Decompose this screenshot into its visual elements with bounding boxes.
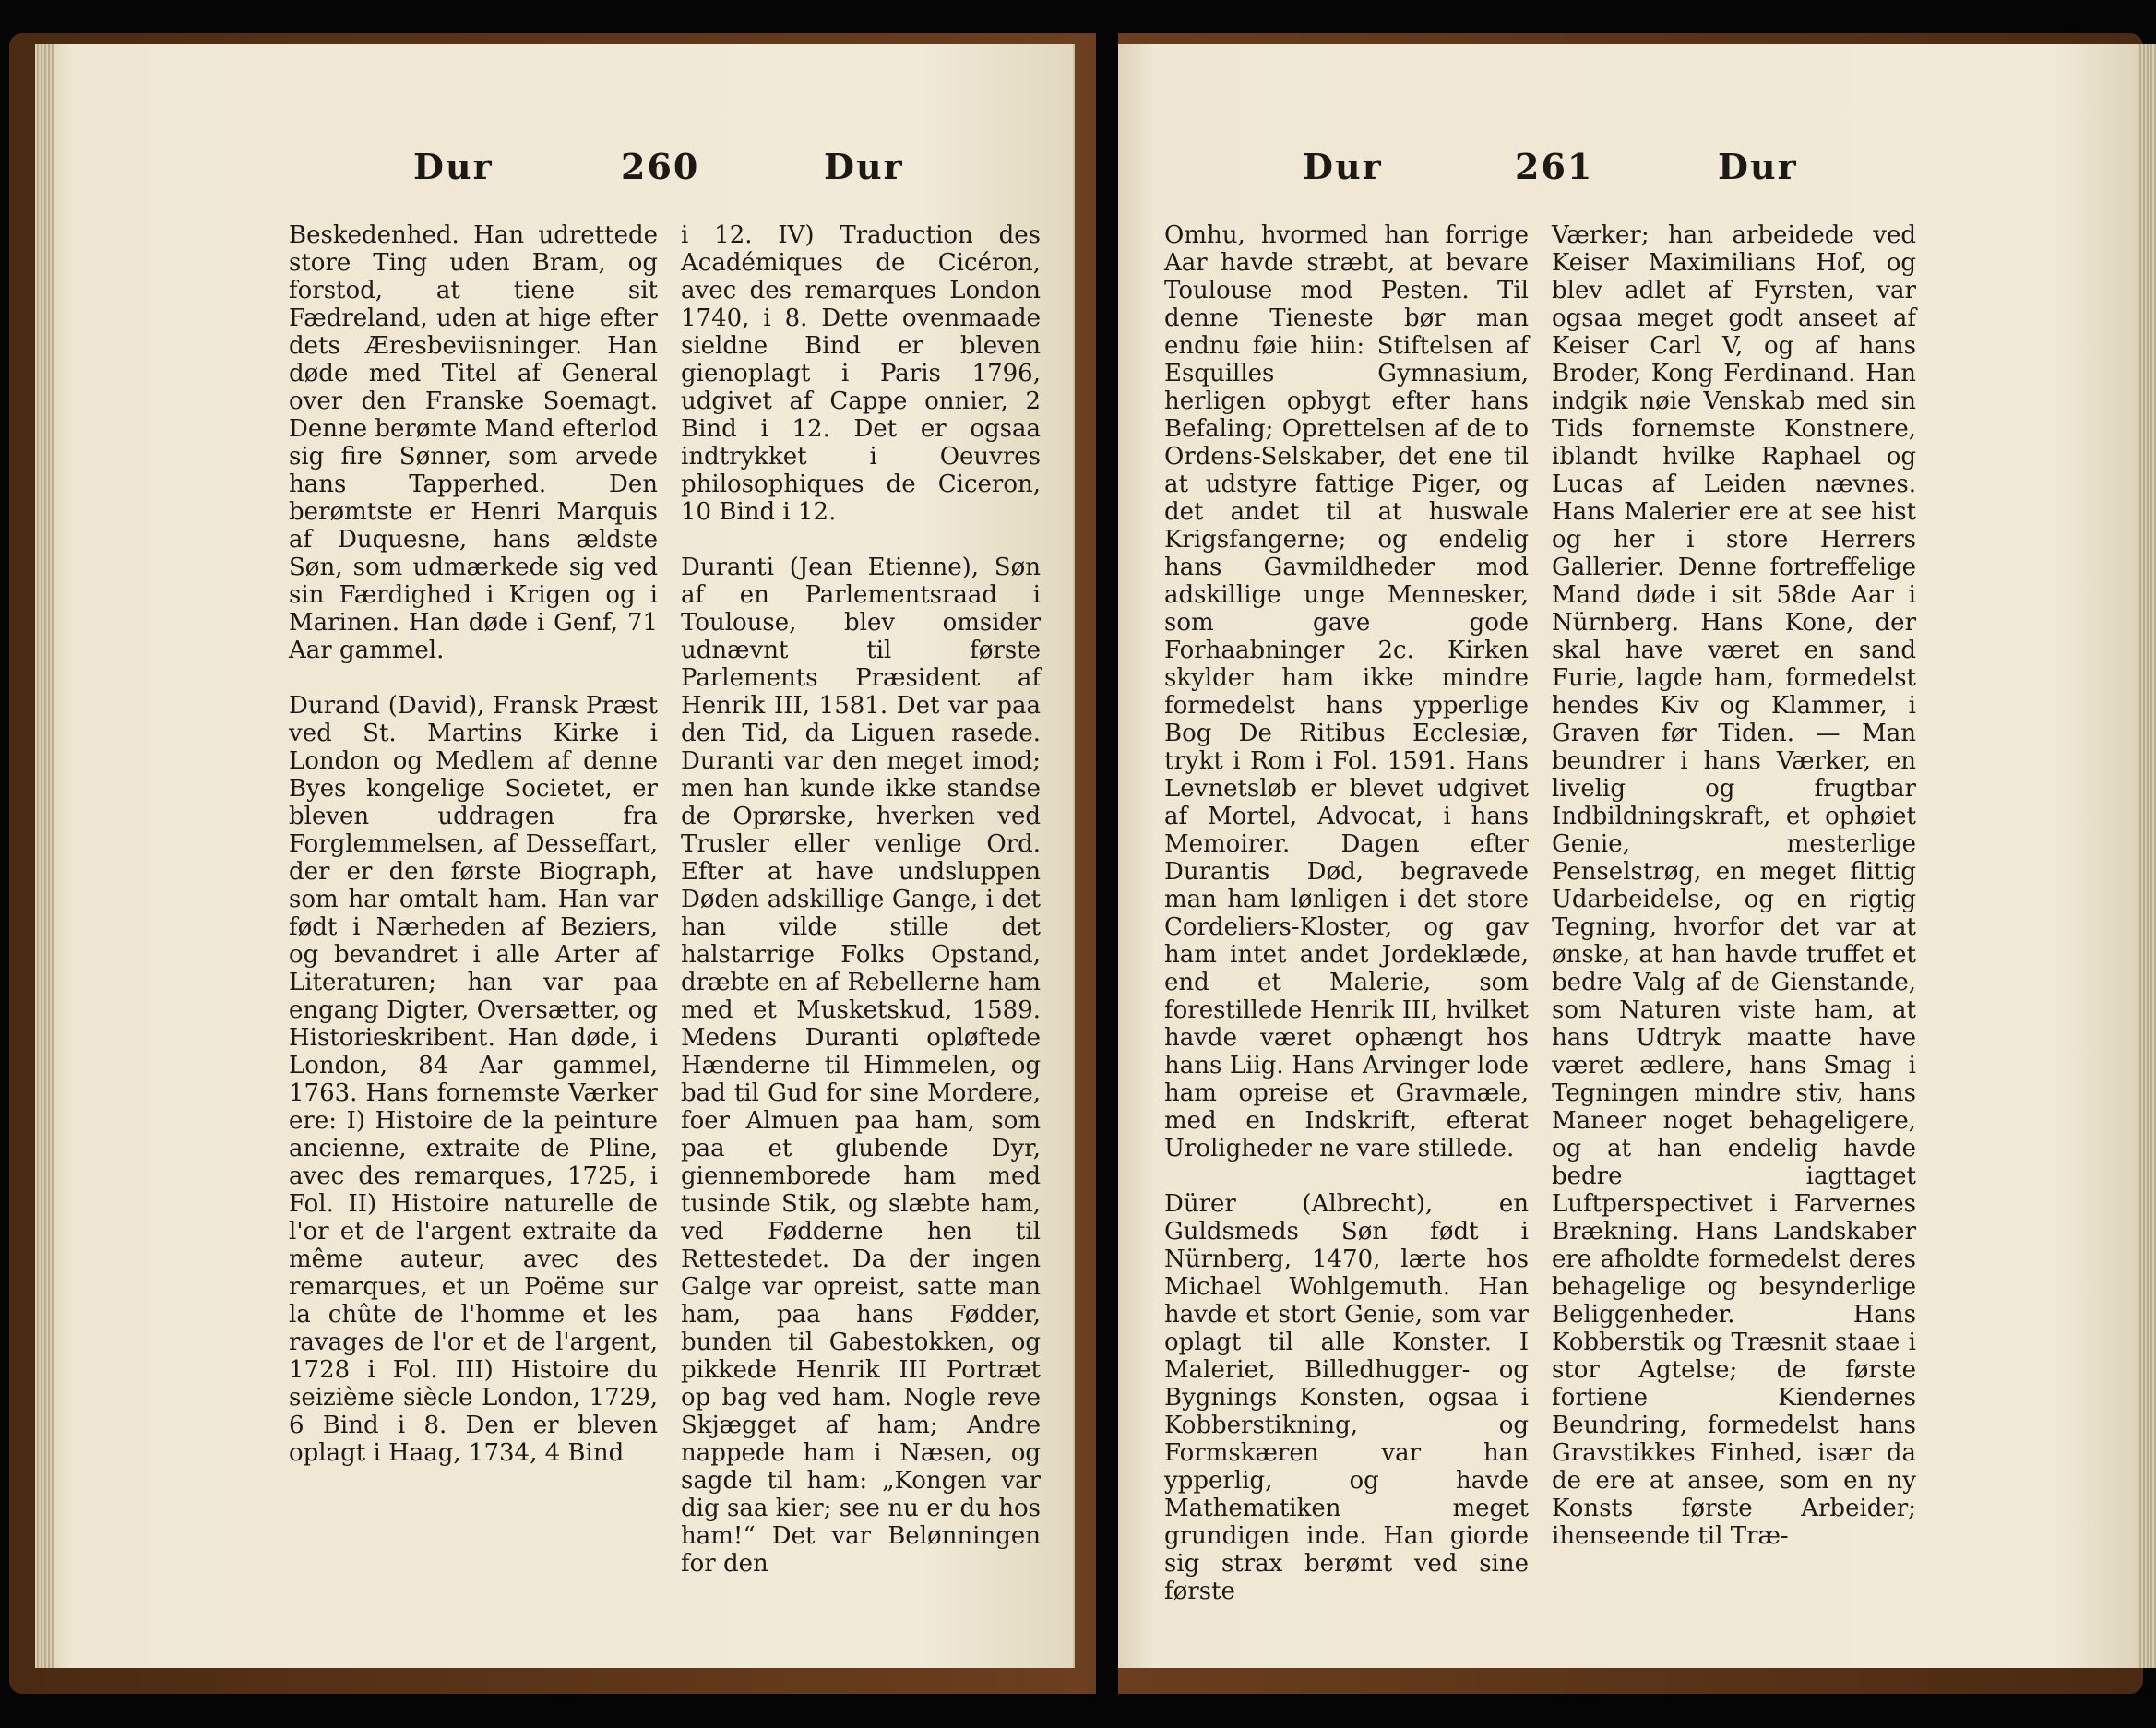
header-left-word: Dur [1303, 146, 1383, 187]
right-column-1: Omhu, hvormed han forrige Aar havde stræbt, at bevare Toulouse mod Pesten. Til denne Tieneste bør man endnu føie hiin: Stiftelsen af Esquilles Gymnasium, herligen opbygt efter hans Befaling; Oprettelsen af de to Ordens-Selskaber, det ene til at udstyre fattige Piger, og det andet til at huswale Krigsfangerne; og endelig hans Gavmildheder mod adskillige unge Mennesker, som gave gode Forhaabninger 2c. Kirken skylder ham ikke mindre formedelst hans ypperlige Bog De Ritibus Ecclesiæ, trykt i Rom i Fol. 1591. Hans Levnetsløb er blevet udgivet af Mortel, Advocat, i hans Memoirer. Dagen efter Durantis Død, begravede man ham lønligen i det store Cordeliers-Kloster, og gav ham intet andet Jordeklæde, end et Malerie, som forestillede Henrik III, hvilket havde været ophængt hos hans Liig. Hans Arvinger lode ham opreise et Gravmæle, med en Indskrift, efterat Uroligheder ne vare stillede. Dürer (Albrecht), en Guldsmeds Søn født i Nürnberg, 1470, lærte hos Michael Wohlgemuth. Han havde et stort Genie, som var oplagt til alle Konster. I Maleriet, Billedhugger- og Bygnings Konsten, ogsaa i Kobberstikning, og Formskæren var han ypperlig, og havde Mathematiken meget grundigen inde. Han giorde sig strax berømt ved sine første [1164, 221, 1529, 1605]
header-left-word: Dur [413, 146, 494, 187]
left-column-2: i 12. IV) Traduction des Académiques de Cicéron, avec des remarques London 1740, i 8. Dette ovenmaade sieldne Bind er bleven gienoplagt i Paris 1796, udgivet af Cappe onnier, 2 Bind i 12. Det er ogsaa indtrykket i Oeuvres philosophiques de Ciceron, 10 Bind i 12. Duranti (Jean Etienne), Søn af en Parlementsraad i Toulouse, blev omsider udnævnt til første Parlements Præsident af Henrik III, 1581. Det var paa den Tid, da Liguen rasede. Duranti var den meget imod; men han kunde ikke standse de Oprørske, hverken ved Trusler eller venlige Ord. Efter at have undsluppen Døden adskillige Gange, i det han vilde stille det halstarrige Folks Opstand, dræbte en af Rebellerne ham med et Musketskud, 1589. Medens Duranti opløftede Hænderne til Himmelen, og bad til Gud for sine Mordere, foer Almuen paa ham, som paa et glubende Dyr, giennemborede ham med tusinde Stik, og slæbte ham, ved Fødderne hen til Rettestedet. Da der ingen Galge var opreist, satte man ham, paa hans Fødder, bunden til Gabestokken, og pikkede Henrik III Portræt op bag ved ham. Nogle reve Skjægget af ham; Andre nappede ham i Næsen, og sagde til ham: „Kongen var dig saa kier; see nu er du hos ham!“ Det var Belønningen for den [681, 221, 1041, 1578]
left-page [35, 44, 1075, 1668]
right-page-header [1118, 146, 2156, 201]
header-right-word: Dur [1718, 146, 1798, 187]
left-column-1: Beskedenhed. Han udrettede store Ting uden Bram, og forstod, at tiene sit Fædreland, uden at hige efter dets Æresbeviisninger. Han døde med Titel af General over den Franske Soemagt. Denne berømte Mand efterlod sig fire Sønner, som arvede hans Tapperhed. Den berømtste er Henri Marquis af Duquesne, hans ældste Søn, som udmærkede sig ved sin Færdighed i Krigen og i Marinen. Han døde i Genf, 71 Aar gammel. Durand (David), Fransk Præst ved St. Martins Kirke i London og Medlem af denne Byes kongelige Societet, er bleven uddragen fra Forglemmelsen, af Desseffart, der er den første Biograph, som har omtalt ham. Han var født i Nærheden af Beziers, og bevandret i alle Arter af Literaturen; han var paa engang Digter, Oversætter, og Historieskribent. Han døde, i London, 84 Aar gammel, 1763. Hans fornemste Værker ere: I) Histoire de la peinture ancienne, extraite de Pline, avec des remarques, 1725, i Fol. II) Histoire naturelle de l'or et de l'argent extraite da même auteur, avec des remarques, et un Poëme sur la chûte de l'homme et les ravages de l'or et de l'argent, 1728 i Fol. III) Histoire du seizième siècle London, 1729, 6 Bind i 8. Den er bleven oplagt i Haag, 1734, 4 Bind [289, 221, 658, 1467]
book-gutter [1096, 0, 1118, 1728]
page-number: 261 [1515, 146, 1594, 187]
page-edge [2138, 44, 2156, 1668]
header-right-word: Dur [824, 146, 904, 187]
page-number: 260 [621, 146, 700, 187]
right-page [1118, 44, 2156, 1668]
right-column-2: Værker; han arbeidede ved Keiser Maximilians Hof, og blev adlet af Fyrsten, var ogsaa meget godt anseet af Keiser Carl V, og af hans Broder, Kong Ferdinand. Han indgik nøie Venskab med sin Tids fornemste Konstnere, iblandt hvilke Raphael og Lucas af Leiden nævnes. Hans Malerier ere at see hist og her i store Herrers Gallerier. Denne fortreffelige Mand døde i sit 58de Aar i Nürnberg. Hans Kone, der skal have været en sand Furie, lagde ham, formedelst hendes Kiv og Klammer, i Graven før Tiden. — Man beundrer i hans Værker, en livelig og frugtbar Indbildningskraft, et ophøiet Genie, mesterlige Penselstrøg, en meget flittig Udarbeidelse, og en rigtig Tegning, hvorfor det var at ønske, at han havde truffet et bedre Valg af de Gienstande, som Naturen viste ham, at hans Udtryk maatte have været ædlere, hans Smag i Tegningen mindre stiv, hans Maneer noget behageligere, og at han endelig havde bedre iagttaget Luftperspectivet i Farvernes Brækning. Hans Landskaber ere afholdte formedelst deres behagelige og besynderlige Beliggenheder. Hans Kobberstik og Træsnit staae i stor Agtelse; de første fortiene Kiendernes Beundring, formedelst hans Gravstikkes Finhed, især da de ere at ansee, som en ny Konsts første Arbeider; ihenseende til Træ- [1552, 221, 1916, 1550]
page-edge [35, 44, 54, 1668]
left-page-header [35, 146, 1073, 201]
